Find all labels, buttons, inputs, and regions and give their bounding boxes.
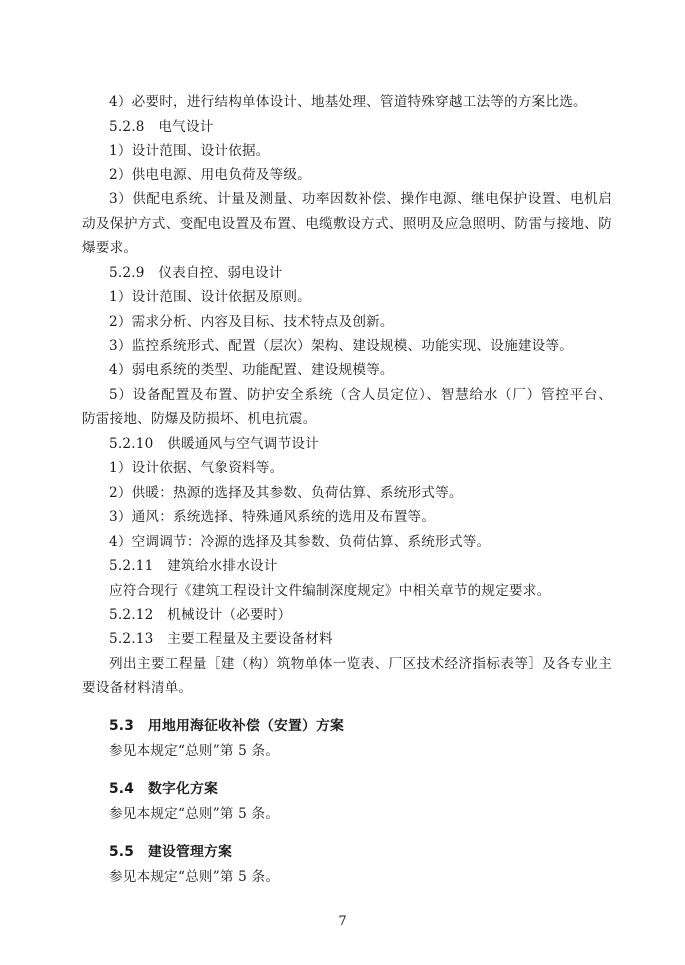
text-line: 4）空调调节：冷源的选择及其参数、负荷估算、系统形式等。 [109, 534, 491, 550]
section-body-5-3: 参见本规定“总则”第 5 条。 [109, 743, 280, 759]
text-line: 应符合现行《建筑工程设计文件编制深度规定》中相关章节的规定要求。 [109, 583, 551, 599]
text-line: 4）必要时，进行结构单体设计、地基处理、管道特殊穿越工法等的方案比选。 [109, 94, 587, 110]
text-line: 防雷接地、防爆及防损坏、机电抗震。 [82, 411, 317, 427]
text-line: 3）通风：系统选择、特殊通风系统的选用及布置等。 [109, 509, 436, 525]
subsection-title: 5.2.9 仪表自控、弱电设计 [109, 265, 283, 281]
text-line: 爆要求。 [82, 240, 138, 256]
text-line: 2）供暖：热源的选择及其参数、负荷估算、系统形式等。 [109, 485, 463, 501]
text-line: 1）设计范围、设计依据及原则。 [109, 289, 311, 305]
section-heading-5-5: 5.5 建设管理方案 [109, 844, 233, 860]
text-line: 3）供配电系统、计量及测量、功率因数补偿、操作电源、继电保护设置、电机启 [109, 191, 612, 207]
text-line: 3）监控系统形式、配置（层次）架构、建设规模、功能实现、设施建设等。 [109, 338, 574, 354]
section-heading-5-3: 5.3 用地用海征收补偿（安置）方案 [109, 718, 344, 734]
text-line: 2）需求分析、内容及目标、技术特点及创新。 [109, 314, 394, 330]
subsection-title: 5.2.10 供暖通风与空气调节设计 [109, 436, 319, 452]
subsection-title: 5.2.12 机械设计（必要时） [109, 607, 292, 623]
text-line: 2）供电电源、用电负荷及等级。 [109, 167, 311, 183]
text-line: 动及保护方式、变配电设置及布置、电缆敷设方式、照明及应急照明、防雷与接地、防 [82, 216, 612, 232]
section-heading-5-4: 5.4 数字化方案 [109, 781, 219, 797]
text-line: 4）弱电系统的类型、功能配置、建设规模等。 [109, 362, 394, 378]
text-line: 1）设计依据、气象资料等。 [109, 460, 284, 476]
section-body-5-4: 参见本规定“总则”第 5 条。 [109, 806, 280, 822]
page-number: 7 [338, 914, 347, 929]
section-body-5-5: 参见本规定“总则”第 5 条。 [109, 869, 280, 885]
subsection-title: 5.2.8 电气设计 [109, 119, 214, 135]
subsection-title: 5.2.13 主要工程量及主要设备材料 [109, 631, 333, 647]
text-line: 1）设计范围、设计依据。 [109, 143, 270, 159]
text-line: 要设备材料清单。 [82, 680, 193, 696]
text-line: 5）设备配置及布置、防护安全系统（含人员定位）、智慧给水（厂）管控平台、 [109, 387, 612, 403]
subsection-title: 5.2.11 建筑给水排水设计 [109, 558, 278, 574]
text-line: 列出主要工程量［建（构）筑物单体一览表、厂区技术经济指标表等］及各专业主 [109, 656, 612, 672]
